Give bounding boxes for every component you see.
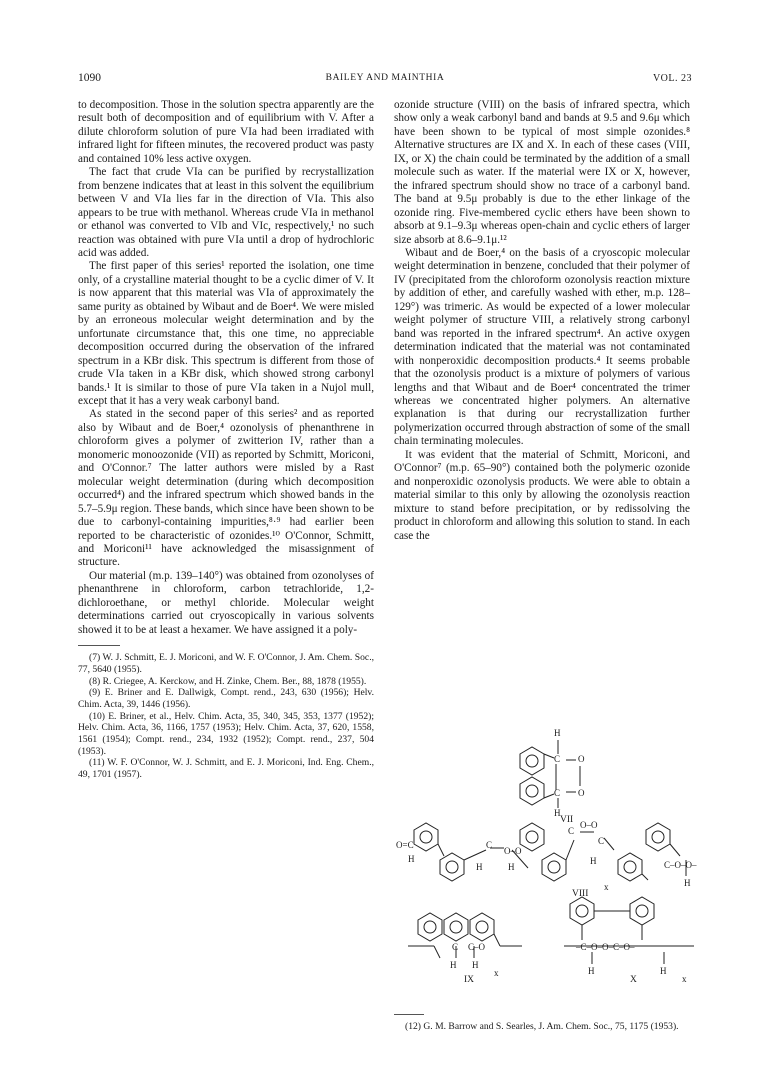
atom-c: C [452, 942, 459, 952]
right-column [394, 99, 690, 543]
structure-x [564, 897, 694, 964]
footnote-rule [394, 1014, 424, 1015]
paragraph: It was evident that the material of Schmitt, Moriconi, and O'Connor⁷ (m.p. 65–90°) contained both the polymeric ozonide and nonperoxidic ozonolysis products. We were able to obtain a material similar to this only by allowing the ozonolysis reaction mixture to stand before precipitation, or by redissolving the product in chloroform and allowing this solution to stand. In each case the [394, 448, 690, 542]
footnote-rule [78, 645, 120, 646]
structure-ix [408, 913, 522, 958]
atom-h: H [554, 808, 561, 818]
atom-h: H [554, 728, 561, 738]
structure-label-vii: VII [560, 815, 574, 825]
footnote: (12) G. M. Barrow and S. Searles, J. Am. Chem. Soc., 75, 1175 (1953). [405, 1021, 679, 1032]
atom-chain: –C–O–O–C–O– [576, 942, 635, 952]
paragraph: The first paper of this series¹ reported the isolation, one time only, of a crystalline material thought to be a cyclic dimer of V. It is now apparent that this material was VIa of approximately the same purity as obtained by Wibaut and de Boer⁴. We were misled by an erroneous molecular weight determination and by the unfortunate circumstance that, this one time, no appreciable decomposition occurred during the observation of the infrared spectrum in a KBr disk. This spectrum is different from those of crude VIa taken in a KBr disk, which showed strong carbonyl bands.¹ It is similar to those of pure VIa taken in a Nujol mull, except that it has a very weak carbonyl band. [78, 260, 374, 407]
page-number: 1090 [78, 72, 101, 84]
atom-c: C [554, 754, 561, 764]
structure-label-viii: VIII [572, 889, 589, 899]
atom-h: H [508, 862, 515, 872]
paragraph: As stated in the second paper of this series² and as reported also by Wibaut and de Boer,⁴ ozonolysis of phenanthrene in chloroform gives a polymer of zwitterion IV, rather than a monomeric monoozonide (VII) as reported by Schmitt, Moriconi, and O'Connor.⁷ The latter authors were misled by a Rast molecular weight determination (during which decomposition occurred⁴) and the infrared spectrum which showed bands in the 5.7–5.9μ region. These bands, which since have been shown to be due to carbonyl-containing impurities,⁸·⁹ had earlier been reported to be characteristic of ozonides.¹⁰ O'Connor, Schmitt, and Moriconi¹¹ have acknowledged the misassignment of structure. [78, 408, 374, 569]
atom-x: x [494, 968, 499, 978]
atom-h: H [408, 854, 415, 864]
atom-o: O [578, 788, 585, 798]
atom-x: x [682, 974, 687, 984]
chemical-structures-figure [394, 720, 708, 1005]
atom-h: H [684, 878, 691, 888]
paragraph: ozonide structure (VIII) on the basis of infrared spectra, which show only a weak carbonyl band and bands at 9.5 and 9.6μ which have been shown to be typical of most simple ozonides.⁸ Alternative structures are IX and X. In each of these cases (VIII, IX, or X) the chain could be terminated by the addition of a small molecule such as water. If the material were IX or X, however, the infrared spectrum should show no trace of a carbonyl band. The band at 9.5μ probably is due to the ether linkage of the ozonide ring. Five-membered cyclic ethers have been shown to absorb at 9.1–9.3μ whereas open-chain and cyclic ethers of larger size absorb at 8.6–9.1μ.¹² [394, 99, 690, 246]
paragraph: The fact that crude VIa can be purified by recrystallization from benzene indicates that at least in this solvent the equilibrium between V and VIa lies far in the direction of VIa. This also appears to be true with methanol. Whereas crude VIa in methanol or ethanol was converted to VIb and VIc, respectively,¹ no such reaction was obtained with pure VIa until a drop of hydrochloric acid was added. [78, 166, 374, 259]
structures-svg [394, 720, 708, 1005]
atom-c: C [554, 788, 561, 798]
right-footnotes [394, 1006, 690, 1033]
paragraph: Wibaut and de Boer,⁴ on the basis of a cryoscopic molecular weight determination in benzene, concluded that their polymer of IV (precipitated from the chloroform ozonolysis reaction mixture by addition of ether, and carefully washed with ether, m.p. 128–129°) was trimeric. As would be expected of a lower molecular weight polymer of structure VIII, a relatively strong carbonyl band was reported in the infrared spectrum⁴. An active oxygen determination indicated that the material was not contaminated with nonperoxidic decomposition products.⁴ It seems probable that the ozonolysis product is a mixture of polymers of various lengths and that Wibaut and de Boer⁴ concentrated the trimer whereas we concentrated higher polymers. An alternative explanation is that during our recrystallization further polymerization occurred through abstraction of some of the small chain terminating molecules. [394, 246, 690, 448]
structure-label-ix: IX [464, 975, 475, 985]
running-header [78, 72, 692, 88]
atom-o: O [578, 754, 585, 764]
atom-carbonyl: O=C [396, 840, 414, 850]
structure-viii [414, 823, 686, 881]
footnote: (10) E. Briner, et al., Helv. Chim. Acta, 35, 340, 345, 353, 1377 (1952); Helv. Chim. Acta, 36, 1166, 1757 (1953); Helv. Chim. Acta, 37, 620, 1558, 1561 (1954); Compt. rend., 234, 1932 (1952); Compt. rend., 237, 504 (1953). [78, 710, 374, 757]
footnote: (11) W. F. O'Connor, W. J. Schmitt, and E. J. Moriconi, Ind. Eng. Chem., 49, 1701 (1957). [78, 757, 374, 781]
atom-c: C [568, 826, 575, 836]
atom-h: H [472, 960, 479, 970]
atom-x: x [604, 882, 609, 892]
atom-c: C [598, 836, 605, 846]
running-title: BAILEY AND MAINTHIA [325, 73, 445, 83]
volume-label: VOL. 23 [652, 73, 692, 84]
atom-h: H [590, 856, 597, 866]
footnote: (7) W. J. Schmitt, E. J. Moriconi, and W. F. O'Connor, J. Am. Chem. Soc., 77, 5640 (1955). [78, 652, 374, 675]
atom-ooc: O–O [504, 846, 522, 856]
structure-label-x: X [630, 975, 637, 985]
structure-vii [520, 740, 580, 808]
footnote: (8) R. Criegee, A. Kerckow, and H. Zinke, Chem. Ber., 88, 1878 (1955). [89, 675, 367, 687]
atom-h: H [588, 966, 595, 976]
atom-c: C [486, 840, 493, 850]
footnote: (9) E. Briner and E. Dallwigk, Compt. rend., 243, 630 (1956); Helv. Chim. Acta, 39, 1446 (1956). [78, 687, 374, 710]
paragraph: to decomposition. Those in the solution spectra apparently are the result both of decomposition and of equilibrium with V. After a dilute chloroform solution of pure VIa had been irradiated with infrared light for fifteen minutes, the recovered product was pasty and contained 10% less active oxygen. [78, 99, 374, 165]
left-column [78, 99, 374, 781]
atom-h: H [476, 862, 483, 872]
atom-co-oo: C–O–O– [664, 860, 697, 870]
paragraph: Our material (m.p. 139–140°) was obtained from ozonolyses of phenanthrene in chloroform, carbon tetrachloride, 1,2-dichloroethane, or methyl chloride. Molecular weight determinations carried out cryoscopically in various solvents showed it to be at least a hexamer. We have assigned it a poly- [78, 569, 374, 636]
atom-ooc: O–O [580, 820, 598, 830]
atom-h: H [450, 960, 457, 970]
atom-h: H [660, 966, 667, 976]
atom-c-o: C–O [468, 942, 486, 952]
